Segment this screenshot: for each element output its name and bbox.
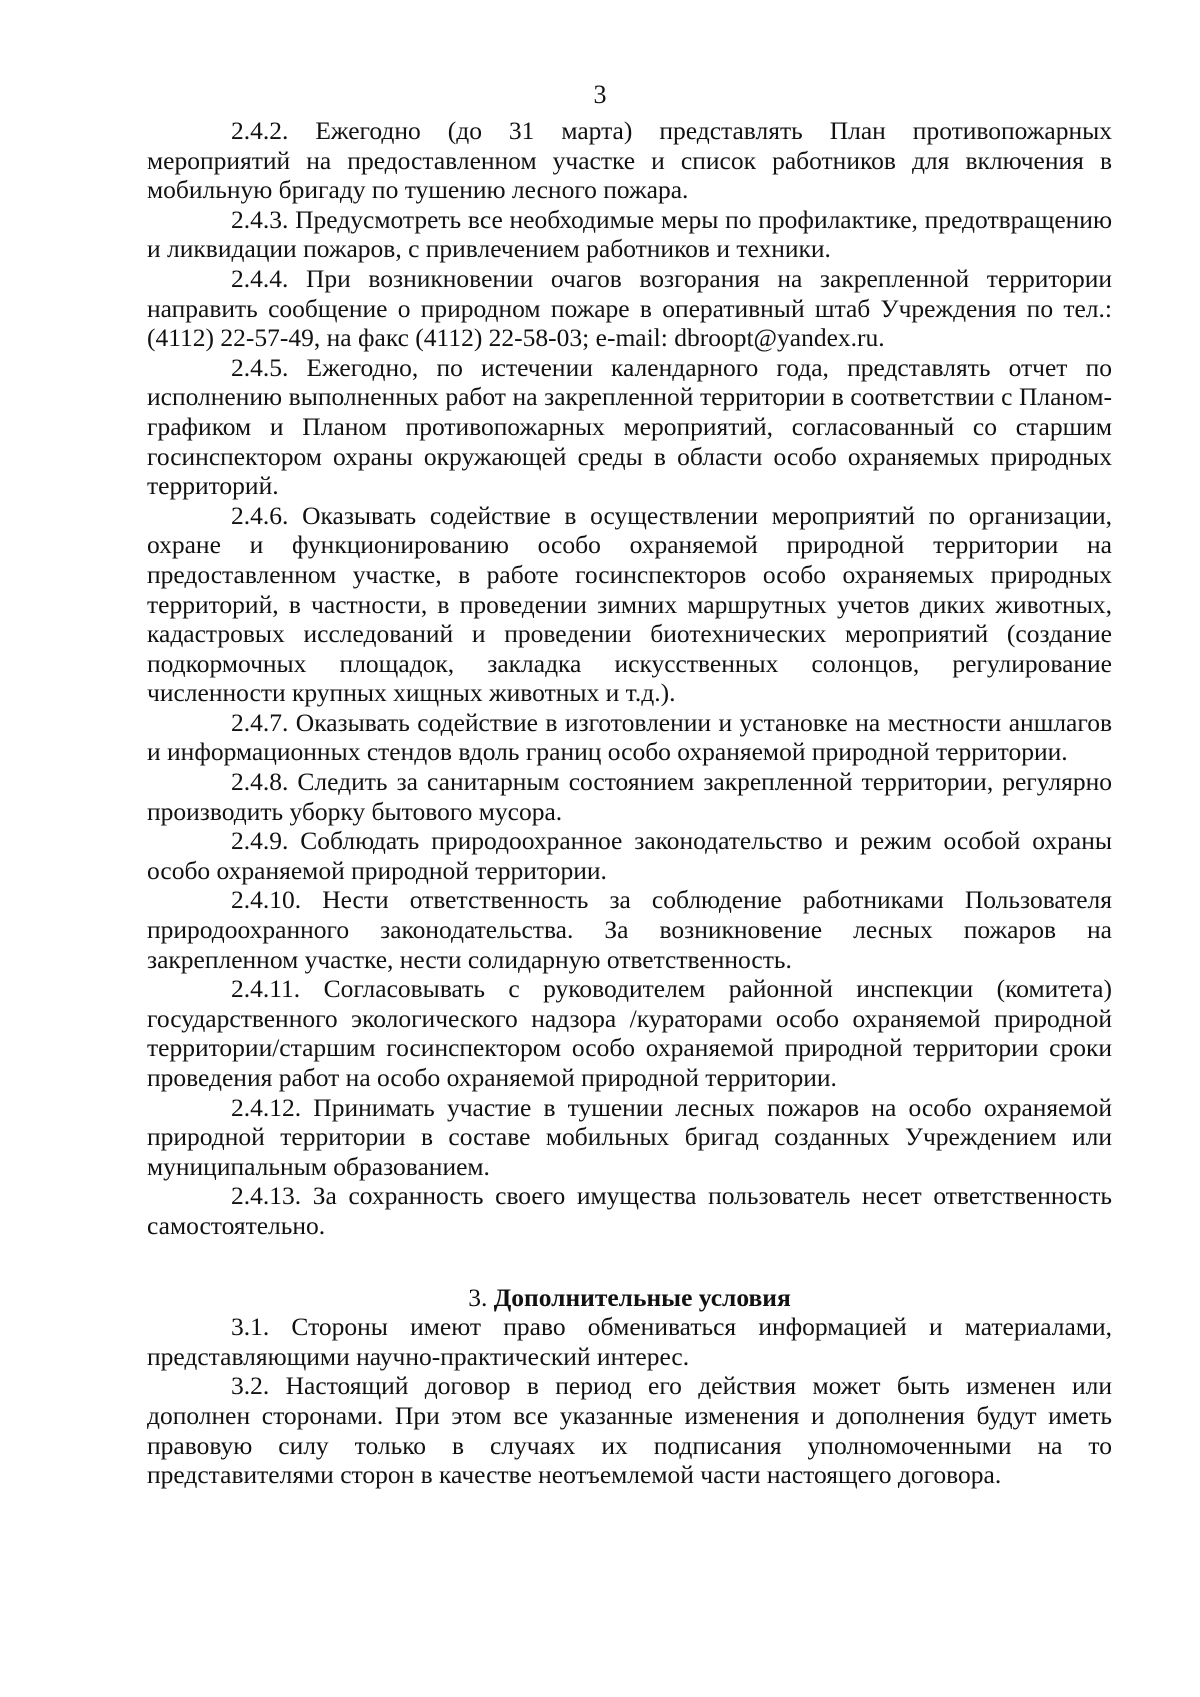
paragraph-2-4-8: 2.4.8. Следить за санитарным состоянием закрепленной территории, регулярно производить уборку бытового мусора. xyxy=(147,767,1112,826)
page-number: 3 xyxy=(593,80,607,109)
paragraph-3-1: 3.1. Стороны имеют право обмениваться информацией и материалами, представляющими научно-практический интерес. xyxy=(147,1312,1112,1371)
document-body xyxy=(147,116,1112,1490)
section-3-number: 3. xyxy=(468,1282,488,1312)
section-3-title: Дополнительные условия xyxy=(493,1282,791,1312)
paragraph-2-4-4: 2.4.4. При возникновении очагов возгорания на закрепленной территории направить сообщение о природном пожаре в оперативный штаб Учреждения по тел.:(4112) 22-57-49, на факс (4112) 22-58-03; e-mail: dbroopt@yandex.ru. xyxy=(147,263,1112,353)
paragraph-2-4-12: 2.4.12. Принимать участие в тушении лесных пожаров на особо охраняемой природной территории в составе мобильных бригад созданных Учреждением или муниципальным образованием. xyxy=(147,1092,1112,1181)
paragraph-2-4-9: 2.4.9. Соблюдать природоохранное законодательство и режим особой охраны особо охраняемой природной территории. xyxy=(147,826,1112,885)
paragraph-3-2: 3.2. Настоящий договор в период его действия может быть изменен или дополнен сторонами. При этом все указанные изменения и дополнения будут иметь правовую силу только в случаях их подписания уполномоченными на то представителями сторон в качестве неотъемлемой части настоящего договора. xyxy=(147,1371,1112,1490)
paragraph-2-4-6: 2.4.6. Оказывать содействие в осуществлении мероприятий по организации, охране и функционированию особо охраняемой природной территории на предоставленном участке, в работе госинспекторов особо охраняемых природных территорий, в частности, в проведении зимних маршрутных учетов диких животных, кадастровых исследований и проведении биотехнических мероприятий (создание подкормочных площадок, закладка искусственных солонцов, регулирование численности крупных хищных животных и т.д.). xyxy=(147,500,1112,708)
paragraph-2-4-5: 2.4.5. Ежегодно, по истечении календарного года, представлять отчет по исполнению выполненных работ на закрепленной территории в соответствии с Планом-графиком и Планом противопожарных мероприятий, согласованный со старшим госинспектором охраны окружающей среды в области особо охраняемых природных территорий. xyxy=(147,352,1112,501)
paragraph-2-4-11: 2.4.11. Согласовывать с руководителем районной инспекции (комитета) государственного экологического надзора /кураторами особо охраняемой природной территории/старшим госинспектором особо охраняемой природной территории сроки проведения работ на особо охраняемой природной территории. xyxy=(147,974,1112,1092)
paragraph-2-4-10: 2.4.10. Нести ответственность за соблюдение работниками Пользователя природоохранного законодательства. За возникновение лесных пожаров на закрепленном участке, нести солидарную ответственность. xyxy=(147,885,1112,974)
paragraph-2-4-7: 2.4.7. Оказывать содействие в изготовлении и установке на местности аншлагов и информационных стендов вдоль границ особо охраняемой природной территории. xyxy=(147,707,1112,767)
paragraph-2-4-2: 2.4.2. Ежегодно (до 31 марта) представлять План противопожарных мероприятий на предоставленном участке и список работников для включения в мобильную бригаду по тушению лесного пожара. xyxy=(147,116,1112,205)
section-3-heading xyxy=(147,1283,1112,1313)
section-spacer xyxy=(147,1241,1112,1283)
paragraph-2-4-3: 2.4.3. Предусмотреть все необходимые меры по профилактике, предотвращению и ликвидации пожаров, с привлечением работников и техники. xyxy=(147,204,1112,264)
paragraph-2-4-13: 2.4.13. За сохранность своего имущества пользователь несет ответственность самостоятельно. xyxy=(147,1181,1112,1240)
